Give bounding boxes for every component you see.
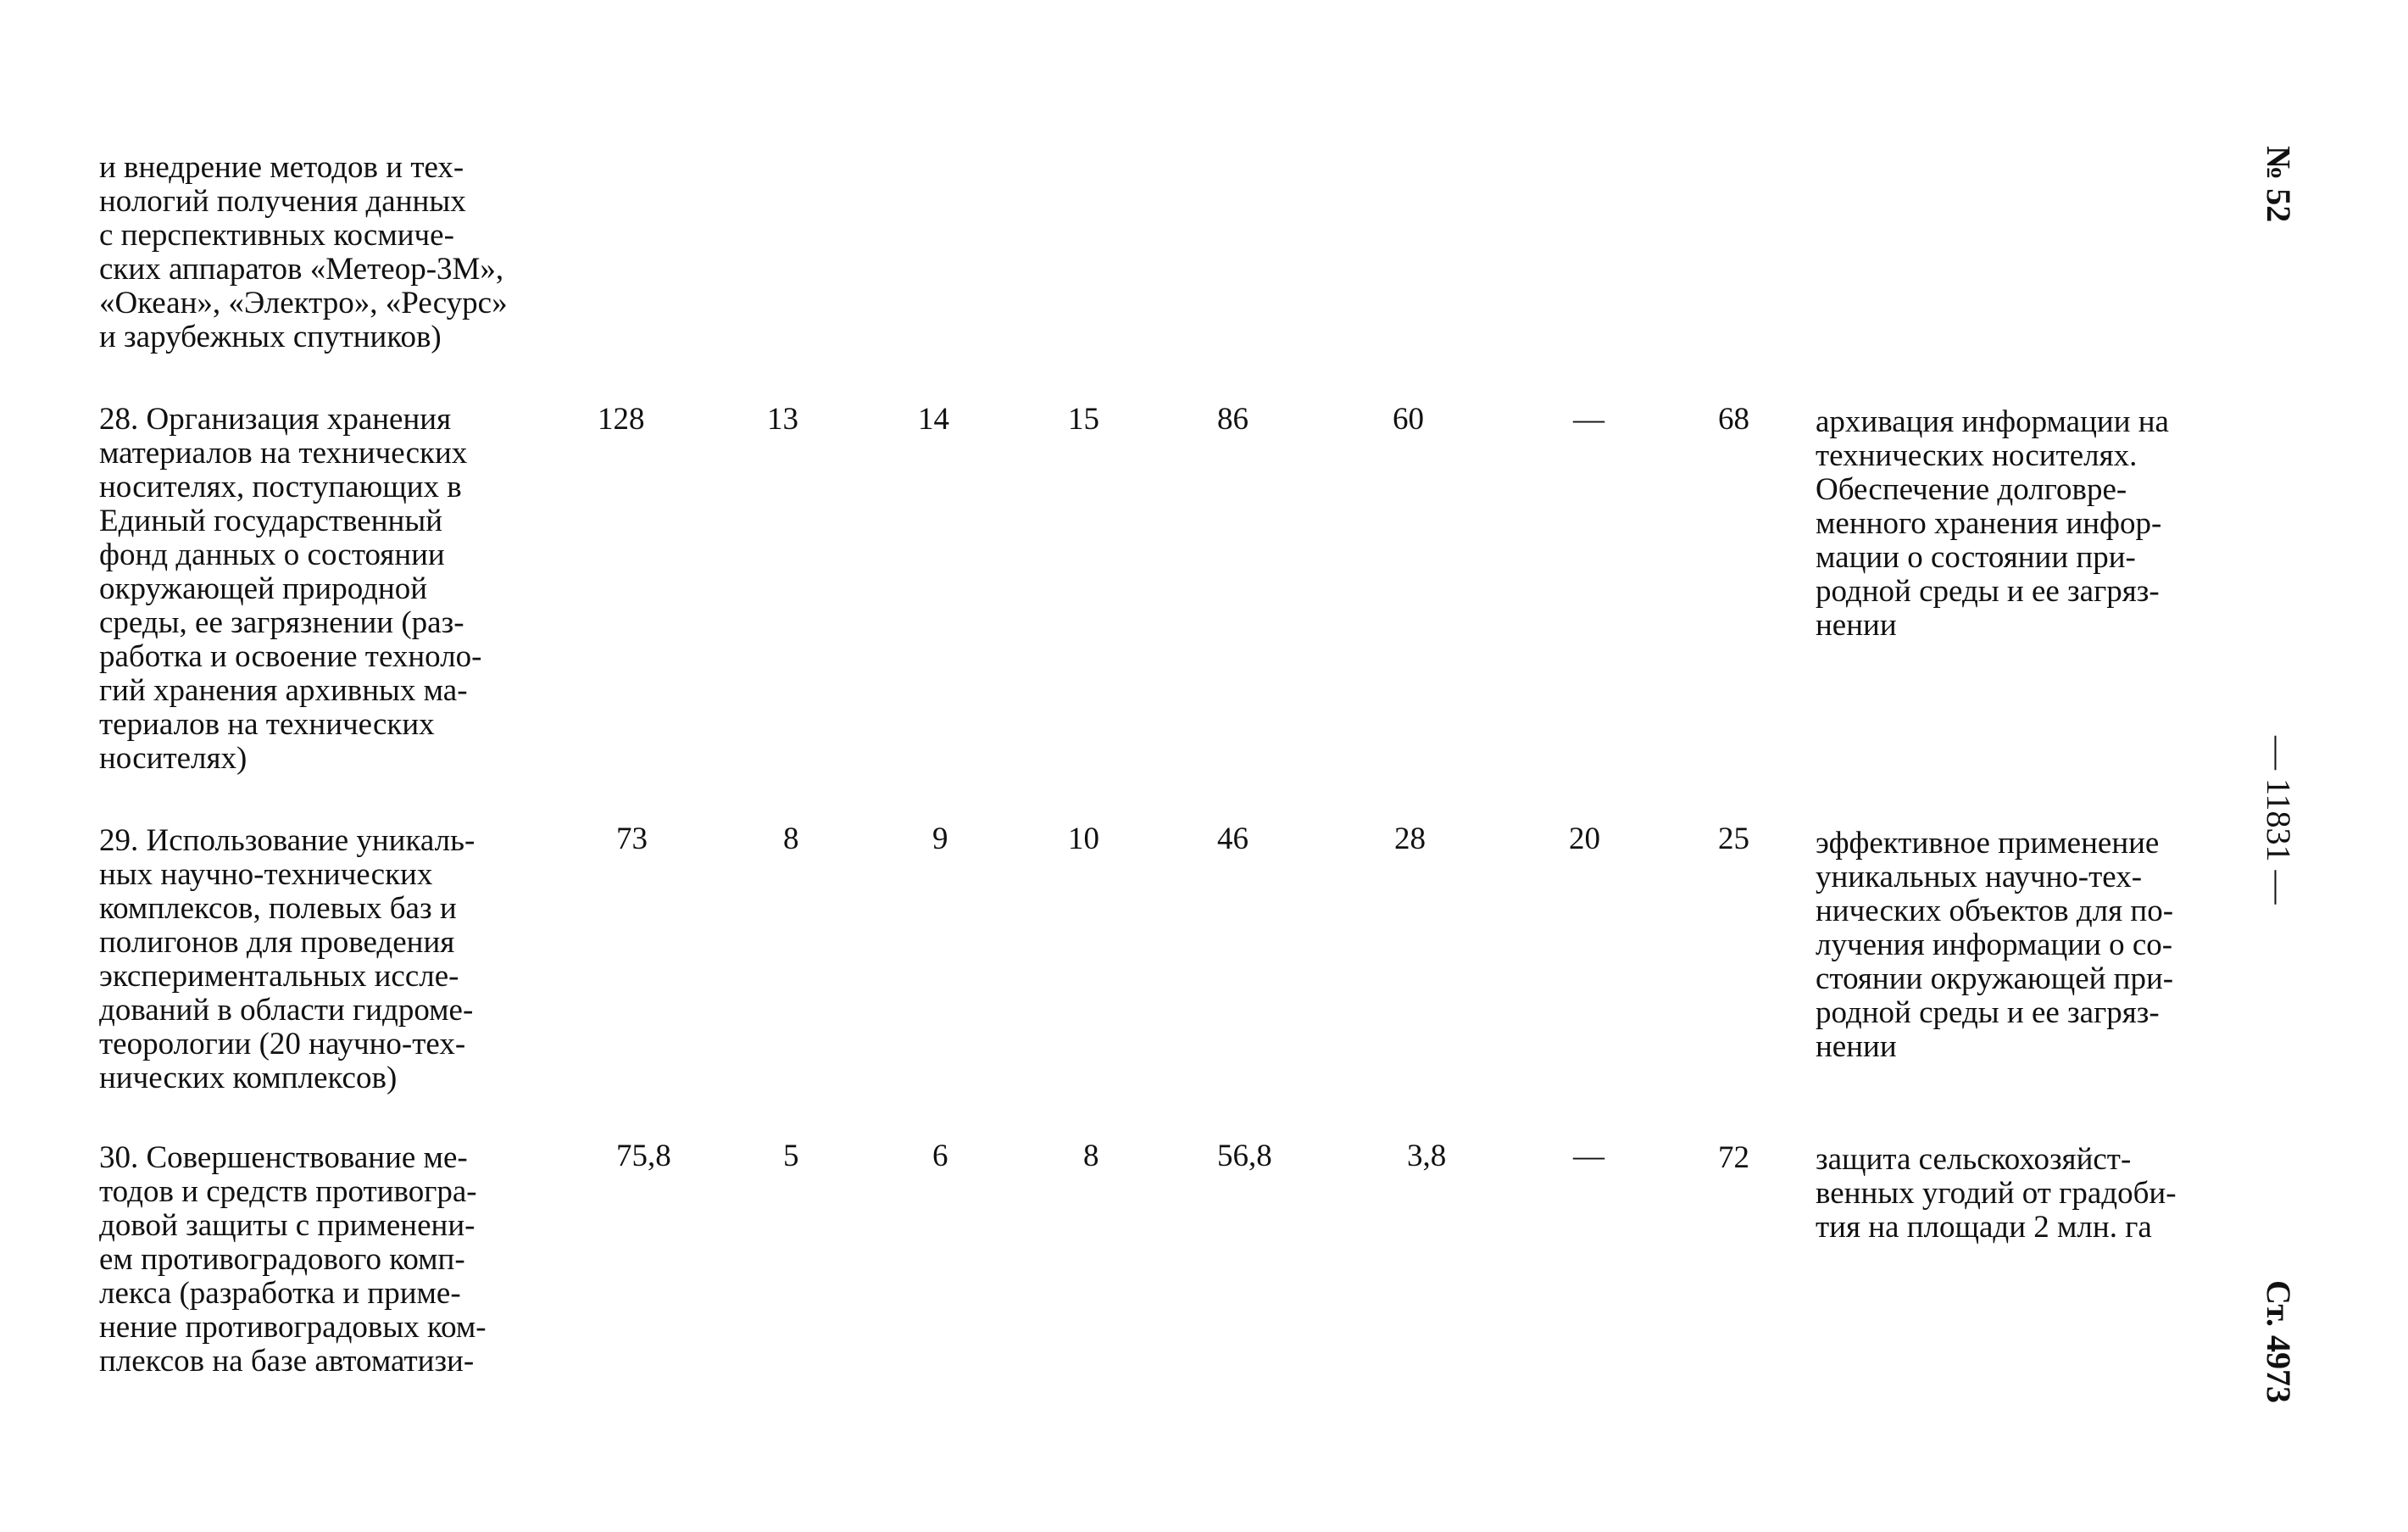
row-28-value-col7: — (1573, 402, 1604, 437)
result-line: технических носителях. (1816, 438, 2138, 473)
description-line: дований в области гидроме- (99, 993, 474, 1028)
row-29-value-col8: 25 (1718, 822, 1749, 856)
description-line: ем противоградового комп- (99, 1242, 465, 1277)
description-line: тодов и средств противогра- (99, 1174, 477, 1209)
description-line: работка и освоение техноло- (99, 639, 482, 674)
row-30-value-col8: 72 (1718, 1140, 1749, 1175)
description-line: фонд данных о состоянии (99, 538, 445, 572)
row-30-value-col6: 3,8 (1407, 1139, 1447, 1173)
description-line: плексов на базе автоматизи- (99, 1344, 475, 1379)
result-line: защита сельскохозяйст- (1816, 1142, 2132, 1177)
result-line: нении (1816, 608, 1897, 643)
row-29-value-total: 73 (616, 822, 648, 856)
row-30-description (99, 1141, 518, 1379)
description-line: нологий получения данных (99, 184, 466, 219)
row-30-result (1816, 1143, 2205, 1245)
description-line: нение противоградовых ком- (99, 1310, 487, 1345)
row-30-value-col5: 56,8 (1217, 1139, 1272, 1173)
description-line: 28. Организация хранения (99, 402, 452, 437)
row-30-value-total: 75,8 (616, 1139, 671, 1173)
result-line: венных угодий от градоби- (1816, 1176, 2177, 1211)
description-line: теорологии (20 научно-тех- (99, 1027, 466, 1061)
description-line: окружающей природной (99, 571, 428, 606)
description-line: лекса (разработка и приме- (99, 1276, 461, 1311)
description-line: 29. Использование уникаль- (99, 823, 475, 858)
row-28-description (99, 403, 518, 776)
description-line: экспериментальных иссле- (99, 959, 459, 994)
description-line: комплексов, полевых баз и (99, 891, 457, 926)
description-line: Единый государственный (99, 504, 442, 538)
row-28-value-col4: 15 (1068, 402, 1099, 437)
row-30-value-col7: — (1573, 1139, 1604, 1173)
result-line: архивация информации на (1816, 404, 2169, 439)
row-28-value-col6: 60 (1393, 402, 1424, 437)
description-line: нических комплексов) (99, 1061, 398, 1095)
description-line: носителях, поступающих в (99, 470, 462, 504)
row-28-value-total: 128 (598, 402, 645, 437)
result-line: эффективное применение (1816, 826, 2160, 861)
result-line: нических объектов для по- (1816, 894, 2174, 928)
description-line: и зарубежных спутников) (99, 320, 442, 354)
page-code: — 11831 — (2260, 736, 2298, 905)
row-29-value-col2: 8 (783, 822, 799, 856)
doc-number: № 52 (2260, 146, 2298, 223)
row-30-value-col4: 8 (1083, 1139, 1099, 1173)
result-line: Обеспечение долговре- (1816, 472, 2127, 507)
row-28-value-col3: 14 (918, 402, 949, 437)
row-29-value-col4: 10 (1068, 822, 1099, 856)
row-0-description (99, 151, 518, 354)
row-30-value-col3: 6 (932, 1139, 948, 1173)
row-28-result (1816, 405, 2205, 643)
description-line: довой защиты с применени- (99, 1208, 475, 1243)
description-line: териалов на технических (99, 707, 435, 742)
row-28-value-col5: 86 (1217, 402, 1248, 437)
row-29-value-col3: 9 (932, 822, 948, 856)
description-line: ских аппаратов «Метеор-3М», (99, 252, 504, 287)
result-line: лучения информации о со- (1816, 928, 2173, 962)
result-line: родной среды и ее загряз- (1816, 995, 2160, 1030)
result-line: родной среды и ее загряз- (1816, 574, 2160, 609)
description-line: «Океан», «Электро», «Ресурс» (99, 286, 508, 320)
description-line: ных научно-технических (99, 857, 433, 892)
description-line: с перспективных космиче- (99, 218, 454, 253)
result-line: нении (1816, 1029, 1897, 1064)
row-29-value-col5: 46 (1217, 822, 1248, 856)
result-line: менного хранения инфор- (1816, 506, 2162, 541)
description-line: среды, ее загрязнении (раз- (99, 605, 464, 640)
row-29-value-col7: 20 (1569, 822, 1600, 856)
result-line: стоянии окружающей при- (1816, 961, 2174, 996)
row-28-value-col2: 13 (767, 402, 798, 437)
description-line: носителях) (99, 741, 247, 776)
row-28-value-col8: 68 (1718, 402, 1749, 437)
description-line: 30. Совершенствование ме- (99, 1140, 468, 1175)
page-label: Ст. 4973 (2260, 1280, 2298, 1403)
row-29-description (99, 824, 518, 1095)
result-line: тия на площади 2 млн. га (1816, 1210, 2152, 1245)
result-line: мации о состоянии при- (1816, 540, 2136, 575)
description-line: полигонов для проведения (99, 925, 455, 960)
description-line: и внедрение методов и тех- (99, 150, 464, 185)
description-line: материалов на технических (99, 436, 468, 471)
description-line: гий хранения архивных ма- (99, 673, 468, 708)
row-29-value-col6: 28 (1394, 822, 1426, 856)
row-29-result (1816, 827, 2205, 1064)
result-line: уникальных научно-тех- (1816, 860, 2143, 894)
row-30-value-col2: 5 (783, 1139, 799, 1173)
